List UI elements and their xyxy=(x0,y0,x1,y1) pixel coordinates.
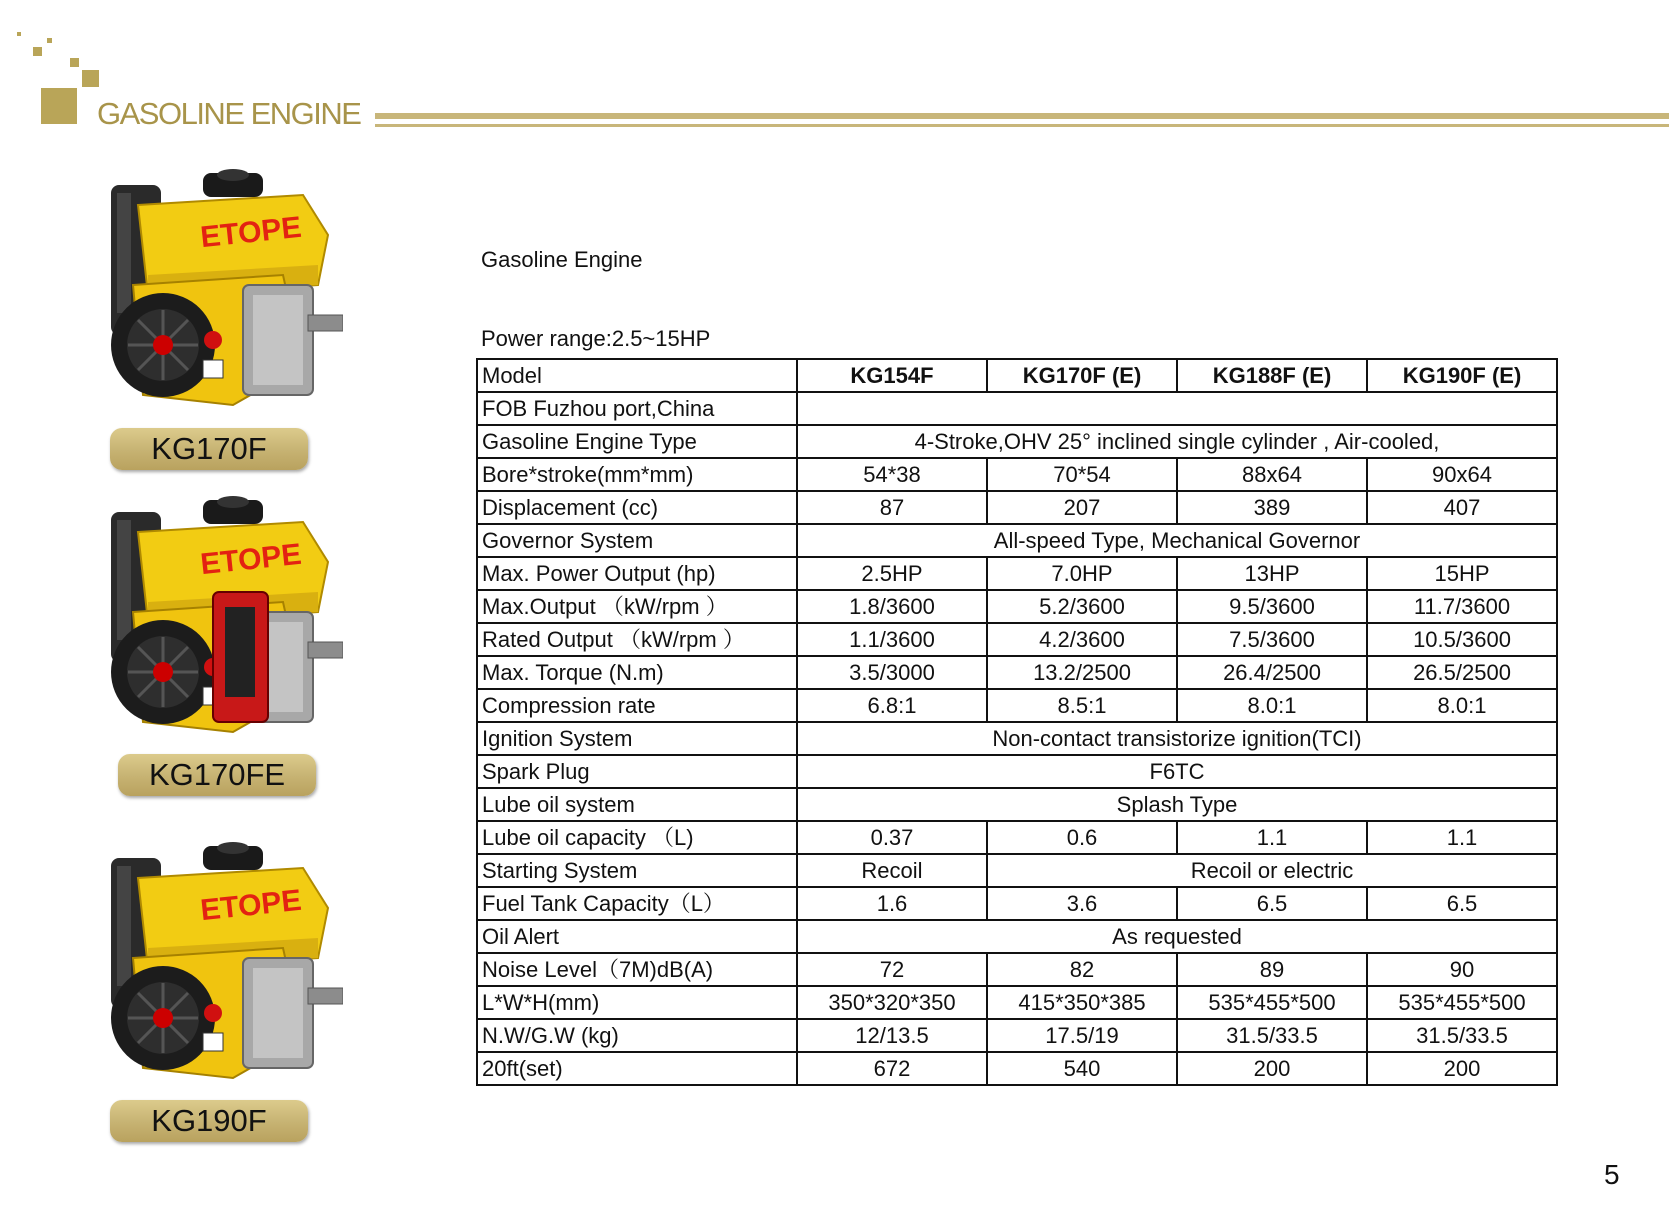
value-cell: 17.5/19 xyxy=(987,1019,1177,1052)
value-cell: As requested xyxy=(797,920,1557,953)
value-cell: 7.0HP xyxy=(987,557,1177,590)
value-cell: 1.1 xyxy=(1177,821,1367,854)
row-label-cell: Ignition System xyxy=(477,722,797,755)
table-row xyxy=(477,755,1557,788)
value-cell: 200 xyxy=(1367,1052,1557,1085)
table-row xyxy=(477,557,1557,590)
value-cell: 1.8/3600 xyxy=(797,590,987,623)
value-cell: 72 xyxy=(797,953,987,986)
header-label-cell: Model xyxy=(477,359,797,392)
value-cell: 389 xyxy=(1177,491,1367,524)
row-label-cell: L*W*H(mm) xyxy=(477,986,797,1019)
value-cell: 4.2/3600 xyxy=(987,623,1177,656)
header-decor-square xyxy=(47,38,52,43)
table-row xyxy=(477,590,1557,623)
value-cell: 88x64 xyxy=(1177,458,1367,491)
value-cell: Non-contact transistorize ignition(TCI) xyxy=(797,722,1557,755)
row-label-cell: Lube oil capacity （L) xyxy=(477,821,797,854)
row-label-cell: Bore*stroke(mm*mm) xyxy=(477,458,797,491)
value-cell: 3.6 xyxy=(987,887,1177,920)
table-row xyxy=(477,689,1557,722)
header-decor-square xyxy=(82,70,99,87)
row-label-cell: Displacement (cc) xyxy=(477,491,797,524)
table-row xyxy=(477,524,1557,557)
value-cell: 540 xyxy=(987,1052,1177,1085)
model-label-kg190f: KG190F xyxy=(110,1100,308,1142)
header-title: GASOLINE ENGINE xyxy=(97,96,361,131)
row-label-cell: Noise Level（7M)dB(A) xyxy=(477,953,797,986)
value-cell: 407 xyxy=(1367,491,1557,524)
table-row xyxy=(477,392,1557,425)
model-header-cell: KG190F (E) xyxy=(1367,359,1557,392)
value-cell: 26.5/2500 xyxy=(1367,656,1557,689)
engine-image-kg170f xyxy=(103,165,343,415)
header-decor-square xyxy=(70,58,79,67)
value-cell: 7.5/3600 xyxy=(1177,623,1367,656)
engine-image-kg190f xyxy=(103,838,343,1088)
value-cell: 200 xyxy=(1177,1052,1367,1085)
row-label-cell: 20ft(set) xyxy=(477,1052,797,1085)
table-row xyxy=(477,953,1557,986)
table-row xyxy=(477,854,1557,887)
header-decor-square xyxy=(33,47,42,56)
row-label-cell: Compression rate xyxy=(477,689,797,722)
value-cell: 8.5:1 xyxy=(987,689,1177,722)
value-cell: 1.1/3600 xyxy=(797,623,987,656)
row-label-cell: Max. Torque (N.m) xyxy=(477,656,797,689)
value-cell: 9.5/3600 xyxy=(1177,590,1367,623)
model-header-cell: KG188F (E) xyxy=(1177,359,1367,392)
value-cell: 13HP xyxy=(1177,557,1367,590)
value-cell: 90 xyxy=(1367,953,1557,986)
model-label-kg170f: KG170F xyxy=(110,428,308,470)
value-cell: 26.4/2500 xyxy=(1177,656,1367,689)
header-rule xyxy=(375,113,1669,119)
table-header-row xyxy=(477,359,1557,392)
row-label-cell: Rated Output （kW/rpm ） xyxy=(477,623,797,656)
row-label-cell: Lube oil system xyxy=(477,788,797,821)
value-cell: Recoil xyxy=(797,854,987,887)
row-label-cell: Governor System xyxy=(477,524,797,557)
model-label-kg170fe: KG170FE xyxy=(118,754,316,796)
header-decor-square xyxy=(17,32,21,36)
table-row xyxy=(477,425,1557,458)
value-cell: 4-Stroke,OHV 25° inclined single cylinder , Air-cooled, xyxy=(797,425,1557,458)
value-cell: 31.5/33.5 xyxy=(1177,1019,1367,1052)
table-row xyxy=(477,887,1557,920)
power-range: Power range:2.5~15HP xyxy=(481,326,711,351)
value-cell: Recoil or electric xyxy=(987,854,1557,887)
value-cell: 89 xyxy=(1177,953,1367,986)
value-cell: 82 xyxy=(987,953,1177,986)
value-cell: 5.2/3600 xyxy=(987,590,1177,623)
value-cell: 10.5/3600 xyxy=(1367,623,1557,656)
value-cell: 31.5/33.5 xyxy=(1367,1019,1557,1052)
row-label-cell: FOB Fuzhou port,China xyxy=(477,392,797,425)
spec-table-body xyxy=(477,359,1557,1085)
table-row xyxy=(477,920,1557,953)
table-row xyxy=(477,788,1557,821)
value-cell: 350*320*350 xyxy=(797,986,987,1019)
row-label-cell: Gasoline Engine Type xyxy=(477,425,797,458)
value-cell: 6.5 xyxy=(1367,887,1557,920)
row-label-cell: Spark Plug xyxy=(477,755,797,788)
value-cell: 0.37 xyxy=(797,821,987,854)
value-cell: 90x64 xyxy=(1367,458,1557,491)
value-cell: 1.6 xyxy=(797,887,987,920)
table-row xyxy=(477,722,1557,755)
row-label-cell: N.W/G.W (kg) xyxy=(477,1019,797,1052)
table-row xyxy=(477,491,1557,524)
table-row xyxy=(477,1019,1557,1052)
table-row xyxy=(477,1052,1557,1085)
value-cell: 8.0:1 xyxy=(1177,689,1367,722)
row-label-cell: Oil Alert xyxy=(477,920,797,953)
header-decor-square xyxy=(41,88,77,124)
value-cell: Splash Type xyxy=(797,788,1557,821)
value-cell: 415*350*385 xyxy=(987,986,1177,1019)
value-cell: 12/13.5 xyxy=(797,1019,987,1052)
value-cell: 70*54 xyxy=(987,458,1177,491)
table-row xyxy=(477,986,1557,1019)
row-label-cell: Max.Output （kW/rpm ） xyxy=(477,590,797,623)
value-cell: 1.1 xyxy=(1367,821,1557,854)
value-cell: 207 xyxy=(987,491,1177,524)
row-label-cell: Max. Power Output (hp) xyxy=(477,557,797,590)
value-cell: 672 xyxy=(797,1052,987,1085)
spec-table xyxy=(476,358,1558,1086)
row-label-cell: Starting System xyxy=(477,854,797,887)
value-cell: 54*38 xyxy=(797,458,987,491)
value-cell xyxy=(797,392,1557,425)
engine-image-kg170fe xyxy=(103,492,343,742)
value-cell: 11.7/3600 xyxy=(1367,590,1557,623)
model-header-cell: KG170F (E) xyxy=(987,359,1177,392)
value-cell: 6.8:1 xyxy=(797,689,987,722)
table-row xyxy=(477,623,1557,656)
section-title: Gasoline Engine xyxy=(481,247,643,272)
row-label-cell: Fuel Tank Capacity（L） xyxy=(477,887,797,920)
value-cell: All-speed Type, Mechanical Governor xyxy=(797,524,1557,557)
table-row xyxy=(477,458,1557,491)
value-cell: F6TC xyxy=(797,755,1557,788)
header-rule-thin xyxy=(375,124,1669,127)
value-cell: 87 xyxy=(797,491,987,524)
value-cell: 8.0:1 xyxy=(1367,689,1557,722)
model-header-cell: KG154F xyxy=(797,359,987,392)
value-cell: 0.6 xyxy=(987,821,1177,854)
value-cell: 6.5 xyxy=(1177,887,1367,920)
page-number: 5 xyxy=(1604,1159,1620,1190)
table-row xyxy=(477,821,1557,854)
value-cell: 3.5/3000 xyxy=(797,656,987,689)
table-row xyxy=(477,656,1557,689)
value-cell: 535*455*500 xyxy=(1177,986,1367,1019)
value-cell: 2.5HP xyxy=(797,557,987,590)
value-cell: 13.2/2500 xyxy=(987,656,1177,689)
value-cell: 15HP xyxy=(1367,557,1557,590)
value-cell: 535*455*500 xyxy=(1367,986,1557,1019)
